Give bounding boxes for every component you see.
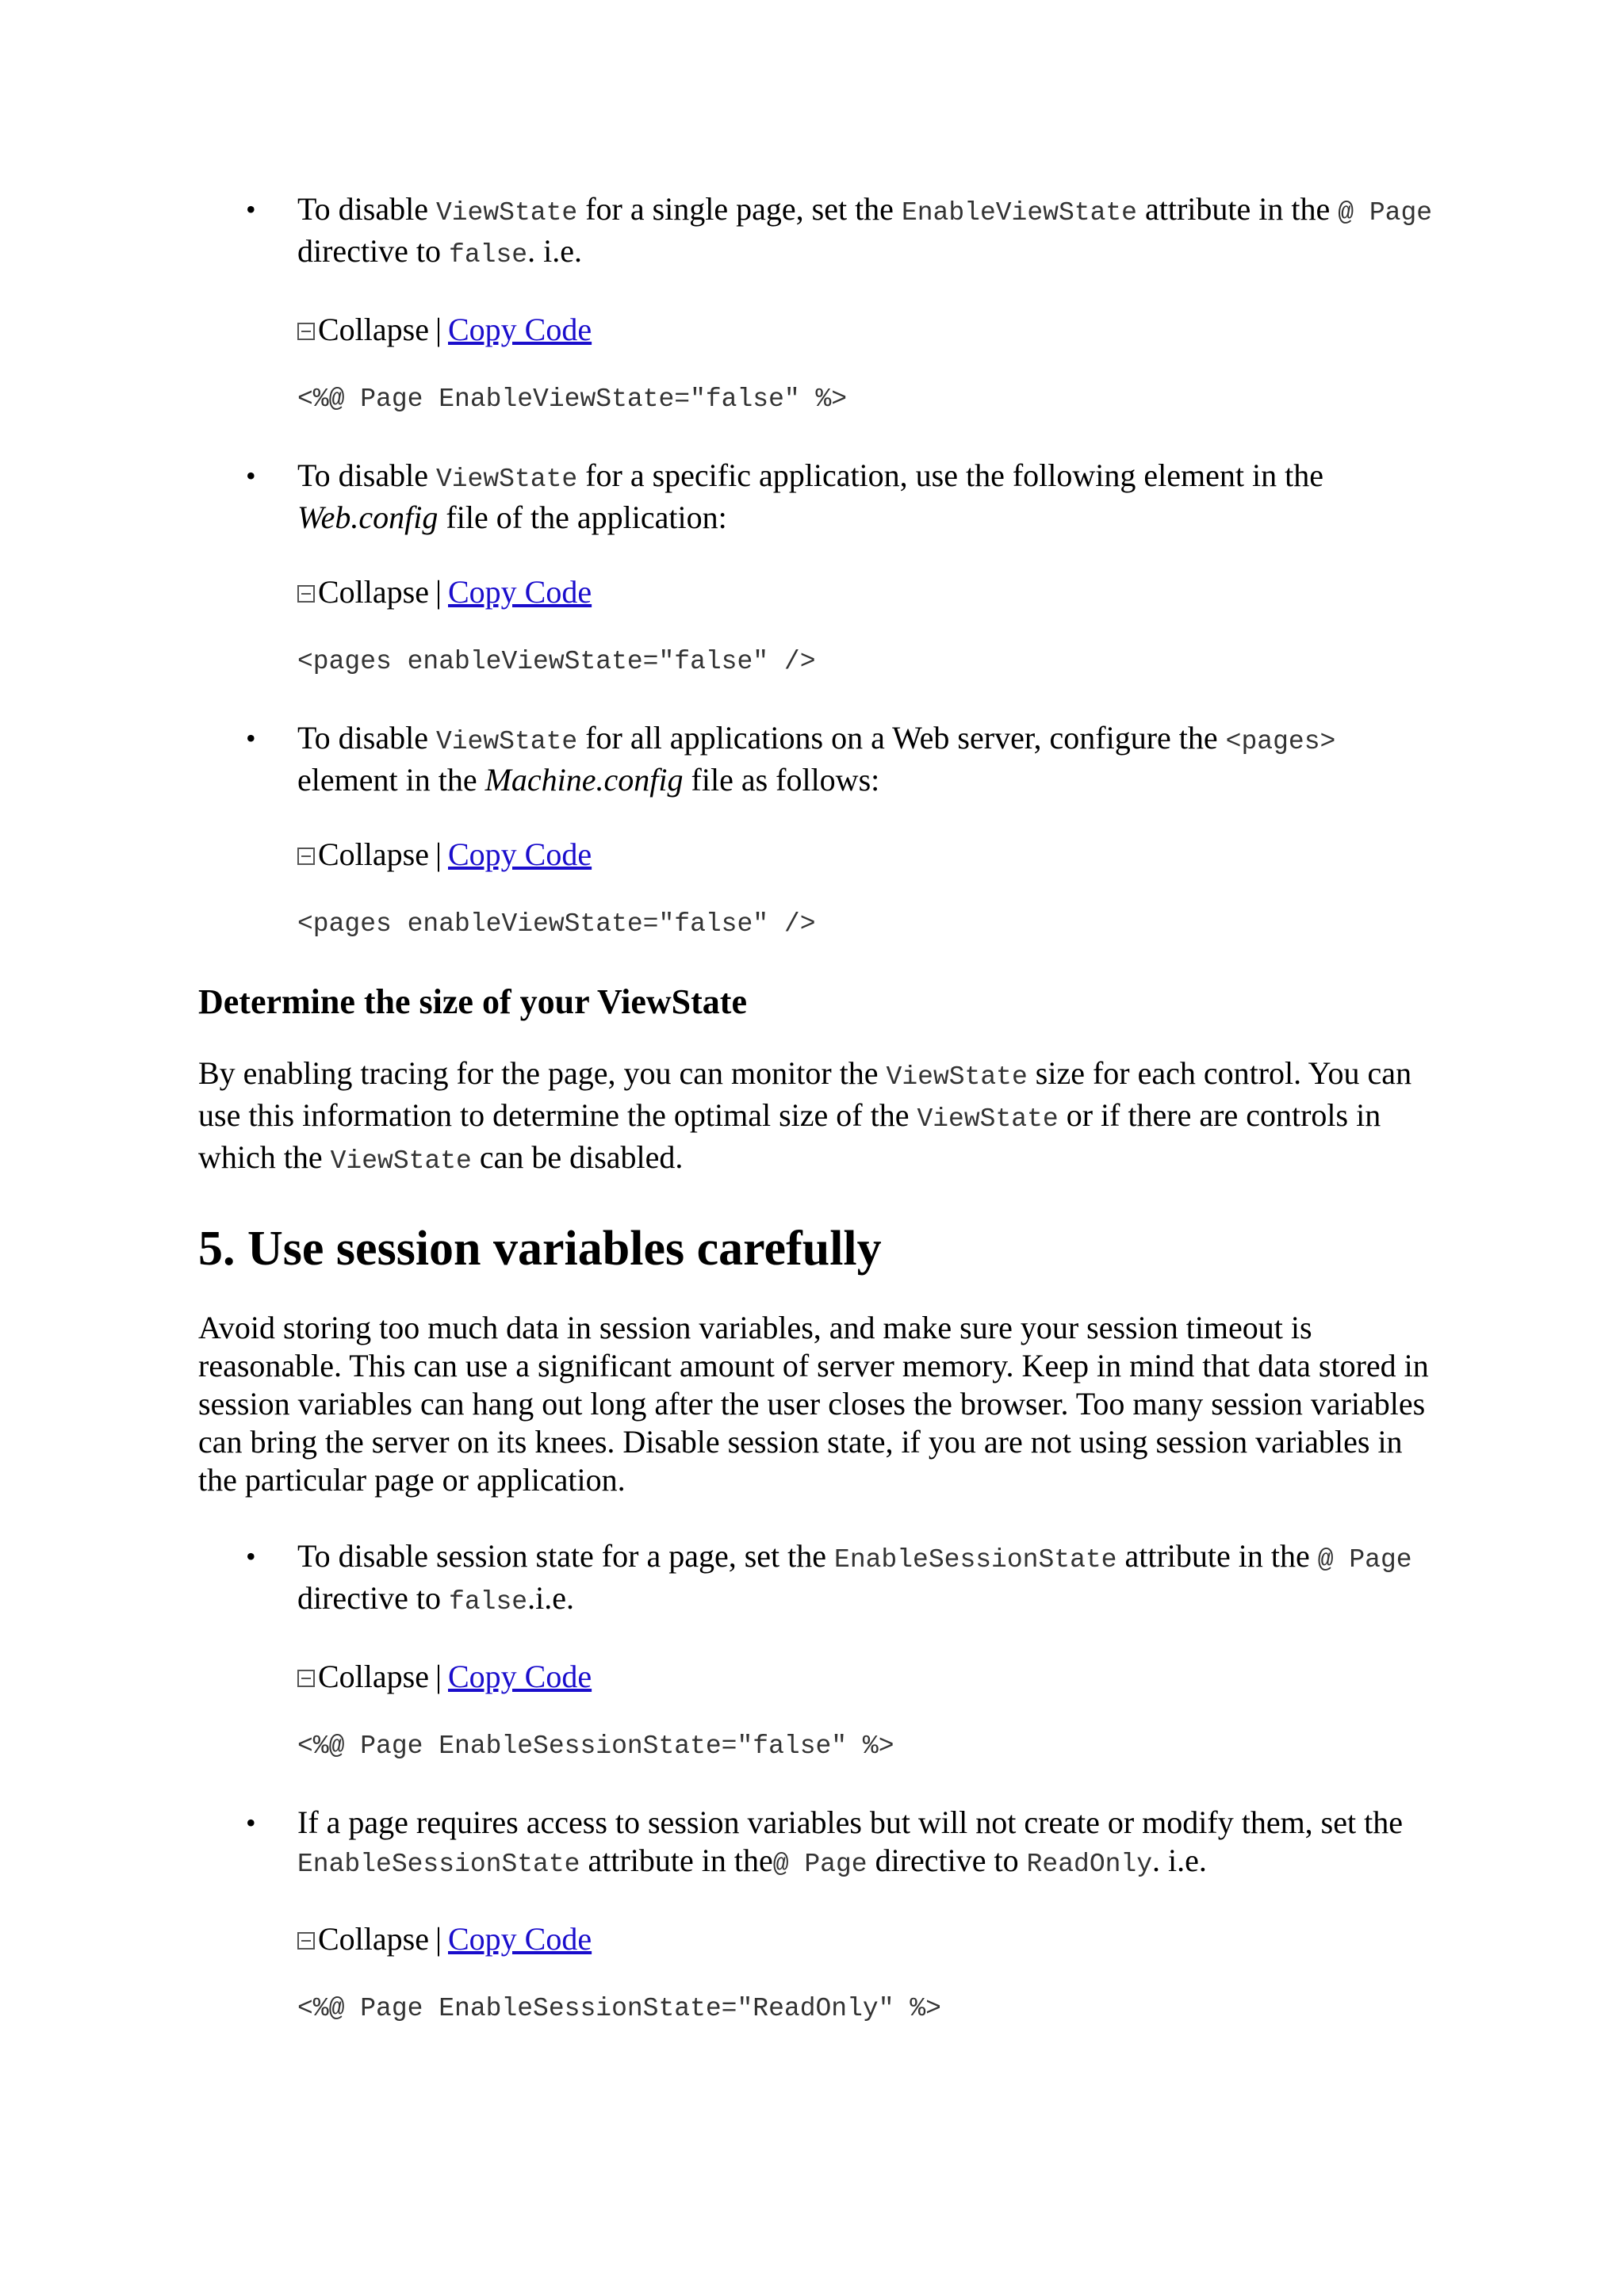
inline-code: ViewState <box>435 465 578 494</box>
text-run: If a page requires access to session variables but will not create or modify them, set the <box>297 1804 1403 1840</box>
collapse-icon[interactable] <box>297 1932 315 1950</box>
inline-code: @ Page <box>1338 198 1433 228</box>
text-run: To disable <box>297 457 436 493</box>
list-item-text <box>297 190 1435 274</box>
text-run: element in the <box>297 762 485 798</box>
inline-code: false <box>449 1587 528 1617</box>
text-run: for a specific application, use the following element in the <box>577 457 1323 493</box>
text-run: can be disabled. <box>471 1139 684 1175</box>
inline-code: ReadOnly <box>1026 1850 1153 1879</box>
text-run: or if there are controls in which the <box>198 1097 1381 1175</box>
text-run: .i.e. <box>527 1580 574 1616</box>
code-snippet: <pages enableViewState="false" /> <box>297 647 816 676</box>
copy-code-link[interactable]: Copy Code <box>448 312 592 347</box>
list-item <box>198 719 1435 943</box>
file-name: Web.config <box>297 499 439 535</box>
text-run: attribute in the <box>1137 191 1339 227</box>
list-item <box>198 1537 1435 1766</box>
inline-code: ViewState <box>330 1146 472 1176</box>
code-snippet: <pages enableViewState="false" /> <box>297 909 816 939</box>
list-item <box>198 190 1435 419</box>
text-run: attribute in the <box>1116 1538 1318 1574</box>
collapse-toggle[interactable]: Collapse <box>318 836 429 872</box>
text-run: directive to <box>867 1843 1027 1878</box>
file-name: Machine.config <box>485 762 684 798</box>
collapse-toggle[interactable]: Collapse <box>318 1921 429 1957</box>
document-page <box>198 190 1435 2066</box>
text-run: . i.e. <box>1152 1843 1207 1878</box>
list-item-text <box>297 1537 1435 1621</box>
separator: | <box>435 1921 442 1957</box>
code-block-header <box>297 311 1435 349</box>
list-item <box>198 1804 1435 2028</box>
separator: | <box>435 574 442 610</box>
session-list <box>198 1537 1435 2028</box>
copy-code-link[interactable]: Copy Code <box>448 1921 592 1957</box>
inline-code: EnableSessionState <box>834 1545 1117 1575</box>
text-run: To disable session state for a page, set the <box>297 1538 835 1574</box>
inline-code: ViewState <box>435 727 578 756</box>
text-run: for a single page, set the <box>577 191 902 227</box>
text-run: To disable <box>297 191 436 227</box>
text-run: for all applications on a Web server, configure the <box>577 720 1226 756</box>
inline-code: false <box>449 240 528 270</box>
list-item-text <box>297 1804 1435 1884</box>
inline-code: ViewState <box>917 1104 1059 1134</box>
copy-code-link[interactable]: Copy Code <box>448 574 592 610</box>
text-run: directive to <box>297 1580 450 1616</box>
text-run: size for each control. You can use this information to determine the optimal size of the <box>198 1055 1412 1133</box>
collapse-icon[interactable] <box>297 1670 315 1687</box>
text-run: To disable <box>297 720 436 756</box>
section-heading-session-variables: 5. Use session variables carefully <box>198 1222 882 1276</box>
collapse-toggle[interactable]: Collapse <box>318 1659 429 1694</box>
code-block-header <box>297 573 1435 611</box>
copy-code-link[interactable]: Copy Code <box>448 836 592 872</box>
collapse-toggle[interactable]: Collapse <box>318 574 429 610</box>
inline-code: ViewState <box>435 198 578 228</box>
paragraph-viewstate-size <box>198 1054 1435 1181</box>
section-heading-viewstate-size: Determine the size of your ViewState <box>198 982 747 1021</box>
collapse-icon[interactable] <box>297 323 315 340</box>
inline-code: ViewState <box>886 1062 1028 1092</box>
paragraph-session-variables: Avoid storing too much data in session variables, and make sure your session timeout is reasonable. This can use a significant amount of server memory. Keep in mind that data stored in session variables can hang out long after the user closes the browser. Too many session variables can bring the server on its knees. Disable session state, if you are not using session variables in the particular page or application. <box>198 1310 1429 1498</box>
list-item-text <box>297 719 1435 799</box>
code-block-header <box>297 1658 1435 1696</box>
text-run: directive to <box>297 233 450 269</box>
text-run: By enabling tracing for the page, you can monitor the <box>198 1055 887 1091</box>
collapse-icon[interactable] <box>297 848 315 865</box>
text-run: . i.e. <box>527 233 582 269</box>
code-snippet: <%@ Page EnableSessionState="false" %> <box>297 1732 894 1761</box>
list-item-text <box>297 457 1435 537</box>
list-item <box>198 457 1435 681</box>
inline-code: @ Page <box>1317 1545 1412 1575</box>
viewstate-list <box>198 190 1435 943</box>
separator: | <box>435 312 442 347</box>
inline-code: EnableSessionState <box>297 1850 580 1879</box>
text-run: file of the application: <box>438 499 727 535</box>
collapse-toggle[interactable]: Collapse <box>318 312 429 347</box>
collapse-icon[interactable] <box>297 585 315 603</box>
text-run: file as follows: <box>683 762 880 798</box>
text-run: attribute in the <box>580 1843 773 1878</box>
copy-code-link[interactable]: Copy Code <box>448 1659 592 1694</box>
inline-code: @ Page <box>772 1850 868 1879</box>
code-block-header <box>297 836 1435 874</box>
code-snippet: <%@ Page EnableSessionState="ReadOnly" %> <box>297 1994 941 2023</box>
code-snippet: <%@ Page EnableViewState="false" %> <box>297 385 848 414</box>
separator: | <box>435 836 442 872</box>
inline-code: EnableViewState <box>901 198 1137 228</box>
separator: | <box>435 1659 442 1694</box>
inline-code: <pages> <box>1225 727 1336 756</box>
code-block-header <box>297 1920 1435 1958</box>
